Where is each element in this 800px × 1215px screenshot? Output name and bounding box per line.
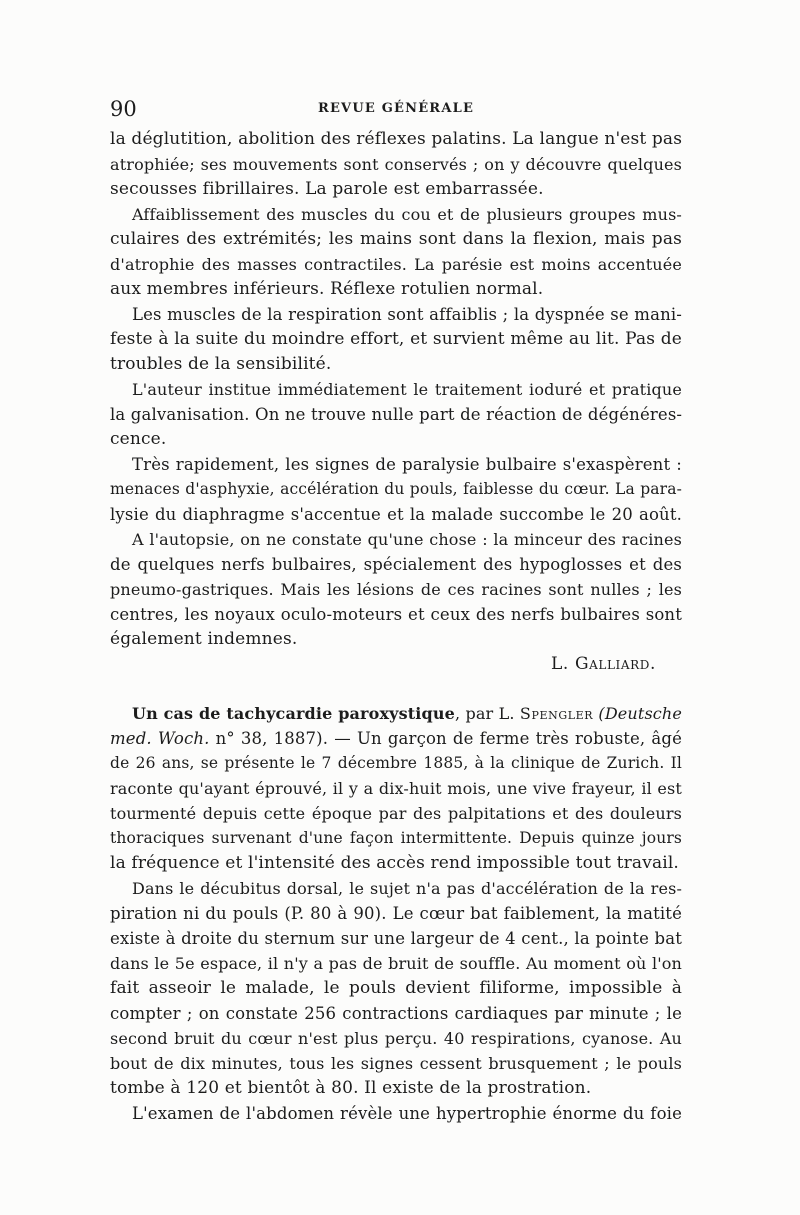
text-line: la galvanisation. On ne trouve nulle part de réaction de dégénéres-: [110, 405, 682, 424]
text-line: existe à droite du sternum sur une largeur de 4 cent., la pointe bat: [110, 929, 682, 948]
text-line: aux membres inférieurs. Réflexe rotulien normal.: [110, 279, 544, 299]
text-line: raconte qu'ayant éprouvé, il y a dix-huit mois, une vive frayeur, il est: [110, 779, 682, 798]
text-line: troubles de la sensibilité.: [110, 354, 332, 374]
body-text: [110, 127, 682, 1126]
journal-name-continued: med. Woch.: [110, 729, 210, 748]
article-heading-line: [110, 701, 682, 726]
text-line: L'examen de l'abdomen révèle une hypertrophie énorme du foie: [132, 1104, 682, 1123]
paragraph: [110, 202, 682, 302]
text-line: la déglutition, abolition des réflexes palatins. La langue n'est pas: [110, 129, 682, 149]
text-line: menaces d'asphyxie, accélération du pouls, faiblesse du cœur. La para-: [110, 480, 682, 498]
text-line: atrophiée; ses mouvements sont conservés ; on y découvre quelques: [110, 155, 682, 174]
text-line: feste à la suite du moindre effort, et survient même au lit. Pas de: [110, 329, 682, 349]
page-number: 90: [110, 97, 137, 121]
text-line: tourmenté depuis cette époque par des palpitations et des douleurs: [110, 804, 682, 823]
text-line: L'auteur institue immédiatement le traitement ioduré et pratique: [132, 380, 682, 399]
text-line: compter ; on constate 256 contractions cardiaques par minute ; le: [110, 1004, 682, 1023]
text-line: Dans le décubitus dorsal, le sujet n'a pas d'accélération de la res-: [132, 879, 682, 898]
paragraph: [110, 1101, 682, 1126]
text-line: lysie du diaphragme s'accentue et la malade succombe le 20 août.: [110, 505, 682, 524]
paragraph: [110, 377, 682, 452]
byline-prefix: , par L.: [454, 704, 520, 723]
text-line: fait asseoir le malade, le pouls devient filiforme, impossible à: [110, 978, 682, 998]
citation-line: [110, 726, 682, 751]
author-signature: L. Galliard.: [551, 654, 656, 674]
text-line: secousses fibrillaires. La parole est embarrassée.: [110, 179, 544, 199]
text-line: de 26 ans, se présente le 7 décembre 1885, à la clinique de Zurich. Il: [110, 754, 682, 772]
text-line: cence.: [110, 429, 167, 449]
text-line: d'atrophie des masses contractiles. La parésie est moins accentuée: [110, 255, 682, 274]
paragraph: [110, 127, 682, 202]
text-line: bout de dix minutes, tous les signes cessent brusquement ; le pouls: [110, 1054, 682, 1073]
article-abstract: [110, 701, 682, 876]
text-line: thoraciques survenant d'une façon intermittente. Depuis quinze jours: [110, 829, 682, 847]
paragraph: [110, 876, 682, 1101]
section-gap: [110, 677, 682, 701]
text-line: Affaiblissement des muscles du cou et de plusieurs groupes mus-: [132, 205, 682, 224]
text-line: A l'autopsie, on ne constate qu'une chose : la minceur des racines: [132, 530, 682, 549]
text-line: également indemnes.: [110, 629, 298, 649]
text-line: Très rapidement, les signes de paralysie bulbaire s'exaspèrent :: [132, 455, 682, 474]
running-title: REVUE GÉNÉRALE: [317, 101, 475, 116]
paragraph: [110, 527, 682, 652]
text-line: de quelques nerfs bulbaires, spécialement des hypoglosses et des: [110, 555, 682, 574]
article-title: Un cas de tachycardie paroxystique: [132, 704, 455, 723]
text-line: centres, les noyaux oculo-moteurs et ceux des nerfs bulbaires sont: [110, 605, 682, 624]
paragraph: [110, 302, 682, 377]
page-header: [110, 96, 682, 122]
text-line: la fréquence et l'intensité des accès rend impossible tout travail.: [110, 853, 679, 873]
paragraph: [110, 452, 682, 527]
text-line: Les muscles de la respiration sont affaiblis ; la dyspnée se mani-: [132, 305, 682, 324]
text-line: second bruit du cœur n'est plus perçu. 40 respirations, cyanose. Au: [110, 1029, 682, 1048]
text-line: dans le 5e espace, il n'y a pas de bruit de souffle. Au moment où l'on: [110, 954, 682, 973]
article-author: Spengler: [519, 704, 594, 723]
text-line: culaires des extrémités; les mains sont dans la flexion, mais pas: [110, 229, 682, 249]
citation-text: n° 38, 1887). — Un garçon de ferme très robuste, âgé: [209, 729, 682, 748]
text-line: piration ni du pouls (P. 80 à 90). Le cœur bat faiblement, la matité: [110, 904, 682, 923]
text-line: tombe à 120 et bientôt à 80. Il existe de la prostration.: [110, 1078, 592, 1098]
text-line: pneumo-gastriques. Mais les lésions de ces racines sont nulles ; les: [110, 580, 682, 599]
journal-name: (Deutsche: [598, 704, 682, 723]
